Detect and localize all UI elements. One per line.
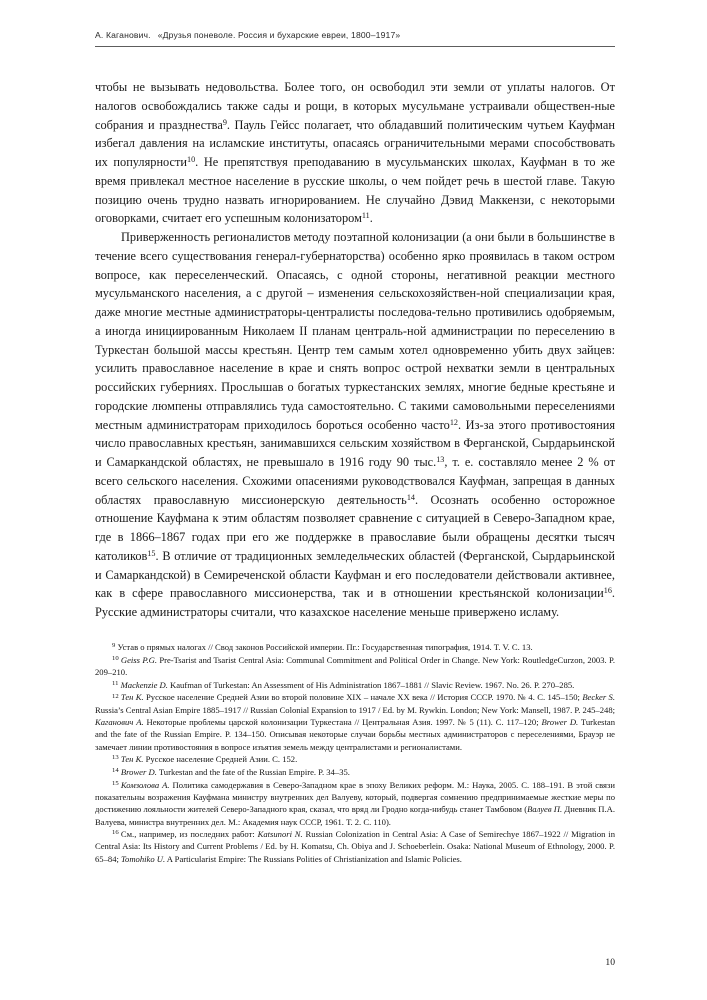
footnote-marker: 10 bbox=[112, 654, 119, 662]
body-text bbox=[95, 78, 615, 622]
running-head-author: А. Каганович. bbox=[95, 30, 151, 40]
footnote-marker: 9 bbox=[112, 642, 116, 650]
footnote-list bbox=[95, 641, 615, 865]
body-paragraph: чтобы не вызывать недовольства. Более того, он освободил эти земли от уплаты налогов. От налогов освобождались также сады и рощи, в которых мусульмане устраивали обществен-ные собрания и празднества$^9$. Пауль Гейсс полагает, что обладавший политическим чутьем Кауфман избегал давления на исламские институты, опасаясь ограничительными мерами способствовать их популярности$^{10}$. Не препятствуя преподаванию в мусульманских школах, Кауфман в то же время привлекал местное население в русские школы, о чем пойдет речь в шестой главе. Такую позицию очень трудно назвать игнорированием. Не случайно Дэвид Маккензи, с некоторыми оговорками, считает его успешным колонизатором$^{11}$. bbox=[95, 80, 616, 226]
footnote-item: $^{12}$ Тен К. Русское население Средней Азии во второй половине XIX – начале XX века // История СССР. 1970. № 4. С. 145–150; Becker S. Russia’s Central Asian Empire 1885–1917 // Russian Colonial Expansion to 1917 / Ed. by M. Rywkin. London; New York: Mansell, 1987. P. 245–248; Каганович А. Некоторые проблемы царской колонизации Туркестана // Центральная Азия. 1997. № 5 (11). С. 117–120; Brower D. Turkestan and the fate of the Russian Empire. P. 134–150. Описывая некоторые случаи борьбы местных администраторов с переселениями, Брауэр не замечает линии противостояния в вопросе изъятия земель между централистами и регионалистами. bbox=[95, 692, 615, 752]
footnote-marker: 13 bbox=[112, 754, 119, 762]
footnote-item: $^{16}$ См., например, из последних работ: Katsunori N. Russian Colonization in Central Asia: A Case of Semirechye 1867–1922 // Migration in Central Asia: Its History and Current Problems / Ed. by H. Komatsu, Ch. Obiya and J. Schoeberlein. Osaka: National Museum of Ethnology, 2000. P. 65–84; Tomohiko U. A Particularist Empire: The Russians Polities of Christianization and Islamic Policies. bbox=[95, 829, 615, 864]
footnote-marker: 15 bbox=[112, 779, 119, 787]
footnote-item: $^{10}$ Geiss P.G. Pre-Tsarist and Tsarist Central Asia: Communal Commitment and Political Order in Change. New York: RoutledgeCurzon, 2003. P. 209–210. bbox=[95, 654, 616, 677]
footnote-marker: 14 bbox=[112, 767, 119, 775]
footnote-marker: 16 bbox=[112, 829, 119, 837]
page-folio: 10 bbox=[605, 957, 615, 968]
body-paragraph-list bbox=[95, 78, 615, 622]
footnote-item: $^{15}$ Комзолова А. Политика самодержавия в Северо-Западном крае в эпоху Великих реформ. М.: Наука, 2005. С. 188–191. В этой связи показательны возражения Кауфмана министру внутренних дел Валуеву, который, подвергая сомнению предпринимаемые жесткие меры по достижению лояльности жителей Северо-Западного края, сказал, что вряд ли Гродно когда-нибудь станет Тамбовом (Валуев П. Дневник П.А. Валуева, министра внутренних дел. М.: Академия наук СССР, 1961. Т. 2. С. 110). bbox=[95, 779, 615, 827]
footnote-item: $^{13}$ Тен К. Русское население Средней Азии. С. 152. bbox=[112, 754, 298, 765]
body-paragraph: Приверженность регионалистов методу поэтапной колонизации (а они были в большинстве в течение всего существования генерал-губернаторства) особенно ярко проявилась в таком остром вопросе, как переселенческий. Опасаясь, с одной стороны, негативной реакции местного мусульманского населения, а с другой – изменения сельскохозяйствен-ной специализации края, даже многие местные администраторы-централисты последова-тельно противились одобряемым, а иногда инициированным Николаем II планам централь-ной администрации по переселению в Туркестан большой массы крестьян. Центр тем самым хотел одновременно убить двух зайцев: усилить православное население в крае и снять вопрос острой нехватки земли в центральных российских губерниях. Прослышав о богатых туркестанских землях, многие бедные крестьяне и городские люмпены отправлялись туда самостоятельно. С такими самовольными переселениями местным администраторам приходилось бороться особенно часто$^{12}$. Из-за этого противостояния число православных крестьян, занимавшихся сельским хозяйством в Ферганской, Сырдарьинской и Самаркандской областях, не превышало в 1916 году 90 тыс.$^{13}$, т. е. составляло менее 2 % от всего сельского населения. Схожими опасениями руководствовался Кауфман, запрещая в данных областях православную миссионерскую деятельность$^{14}$. Осознать особенно осторожное отношение Кауфмана к этим областям позволяет сравнение с ситуацией в Северо-Западном крае, где в 1866–1867 годах при его же поддержке в православие были обращены десятки тысяч католиков$^{15}$. В отличие от традиционных земледельческих областей (Ферганской, Сырдарьинской и Самаркандской) в Семиреченской области Кауфман и его последователи действовали активнее, как в сфере православного миссионерства, так и в отношении крестьянской колонизации$^{16}$. Русские администраторы считали, что казахское население меньше привержено исламу. bbox=[95, 230, 615, 619]
footnote-block bbox=[95, 641, 615, 865]
footnote-marker: 11 bbox=[112, 679, 119, 687]
footnote-marker: 12 bbox=[112, 692, 119, 700]
footnote-item: $^{11}$ Mackenzie D. Kaufman of Turkestan: An Assessment of His Administration 1867–1881 // Slavic Review. 1967. No. 26. P. 270–285. bbox=[112, 679, 575, 690]
header-rule bbox=[95, 46, 615, 47]
running-head-title: «Друзья поневоле. Россия и бухарские евреи, 1800–1917» bbox=[157, 30, 401, 40]
running-head bbox=[95, 30, 615, 40]
footnote-item: $^{14}$ Brower D. Turkestan and the fate of the Russian Empire. P. 34–35. bbox=[112, 766, 350, 777]
footnote-item: $^9$ Устав о прямых налогах // Свод законов Российской империи. Пг.: Государственная типография, 1914. Т. V. С. 13. bbox=[112, 642, 533, 652]
